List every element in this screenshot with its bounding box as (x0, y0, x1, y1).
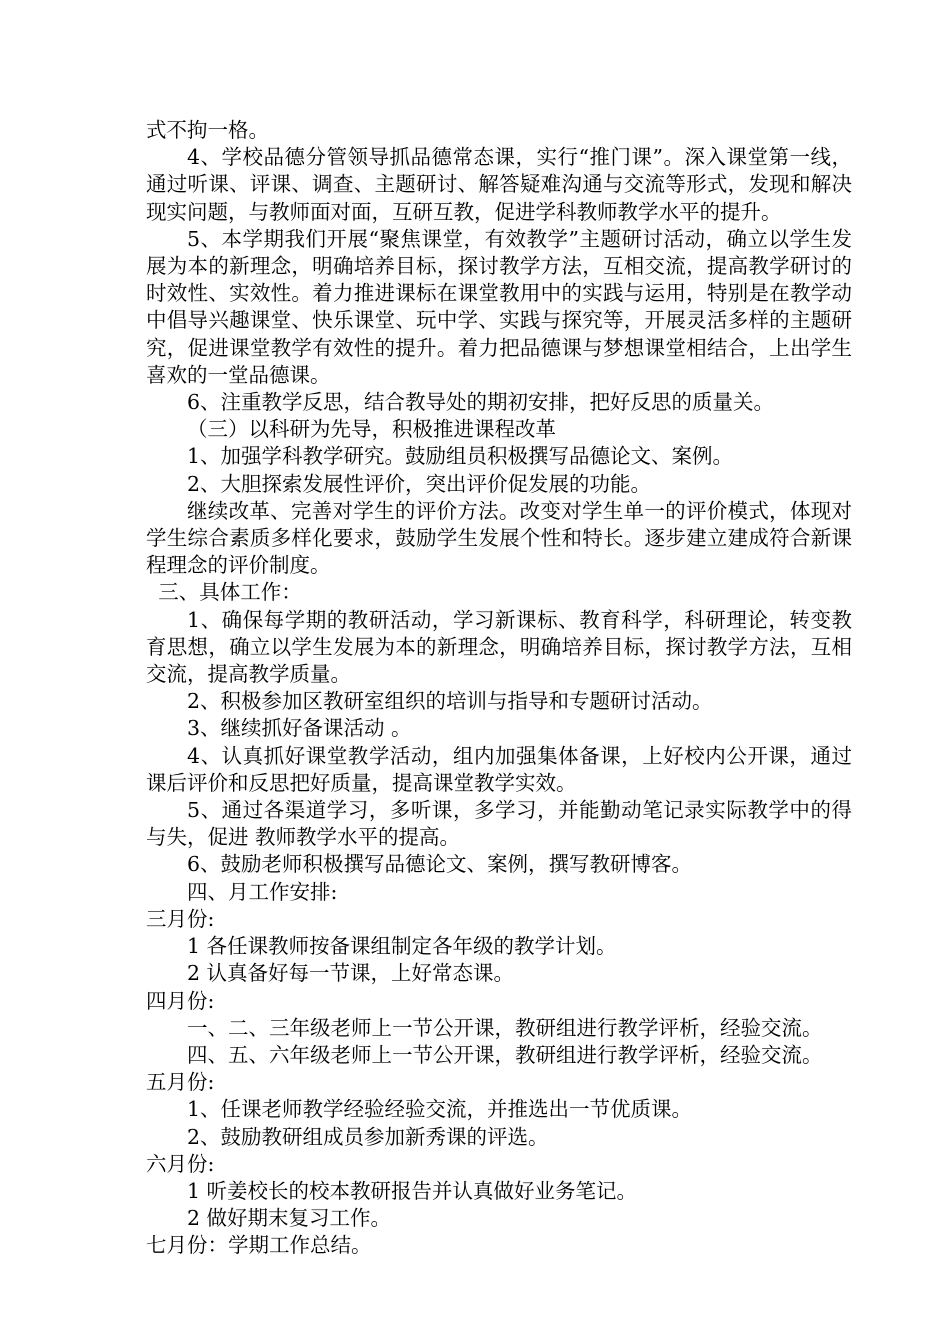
paragraph: 5、本学期我们开展“聚焦课堂，有效教学”主题研讨活动，确立以学生发展为本的新理念，明确培养目标，探讨教学方法，互相交流，提高教学研讨的时效性、实效性。着力推进课标在课堂教用中的实践与运用，特别是在教学动中倡导兴趣课堂、快乐课堂、玩中学、实践与探究等，开展灵活多样的主题研究，促进课堂教学有效性的提升。着力把品德课与梦想课堂相结合，上出学生喜欢的一堂品德课。 (146, 226, 852, 387)
paragraph: 1、加强学科教学研究。鼓励组员积极撰写品德论文、案例。 (187, 444, 734, 469)
section-heading: 三、具体工作： (158, 580, 302, 605)
month-heading: 四月份: (146, 988, 215, 1013)
paragraph: 2 认真备好每一节课，上好常态课。 (187, 961, 515, 986)
paragraph: 4、认真抓好课堂教学活动，组内加强集体备课，上好校内公开课，通过课后评价和反思把好质量，提高课堂教学实效。 (146, 743, 852, 795)
paragraph: 6、鼓励老师积极撰写品德论文、案例，撰写教研博客。 (187, 852, 693, 877)
month-heading: 三月份: (146, 906, 215, 931)
paragraph: 1、确保每学期的教研活动，学习新课标、教育科学，科研理论，转变教育思想，确立以学生发展为本的新理念，明确培养目标，探讨教学方法，互相交流，提高教学质量。 (146, 607, 852, 687)
paragraph: 1 各任课教师按备课组制定各年级的教学计划。 (187, 934, 617, 959)
paragraph: 1、任课老师教学经验经验交流，并推选出一节优质课。 (187, 1097, 693, 1122)
paragraph: 2、大胆探索发展性评价，突出评价促发展的功能。 (187, 471, 652, 496)
paragraph: 一、二、三年级老师上一节公开课，教研组进行教学评析，经验交流。 (187, 1015, 823, 1040)
document-body (146, 117, 852, 1260)
paragraph: 2、积极参加区教研室组织的培训与指导和专题研讨活动。 (187, 689, 713, 714)
paragraph: 2 做好期末复习工作。 (187, 1206, 392, 1231)
section-heading: 四、月工作安排: (187, 879, 338, 904)
month-heading: 七月份：学期工作总结。 (146, 1233, 372, 1258)
paragraph: 5、通过各渠道学习，多听课，多学习，并能勤动笔记录实际教学中的得与失，促进 教师教学水平的提高。 (146, 798, 852, 850)
paragraph: 四、五、六年级老师上一节公开课，教研组进行教学评析，经验交流。 (187, 1042, 823, 1067)
section-heading: （三）以科研为先导，积极推进课程改革 (187, 417, 556, 442)
month-heading: 六月份: (146, 1151, 215, 1176)
paragraph: 继续改革、完善对学生的评价方法。改变对学生单一的评价模式，体现对学生综合素质多样化要求，鼓励学生发展个性和特长。逐步建立建成符合新课程理念的评价制度。 (146, 498, 852, 578)
paragraph: 式不拘一格。 (146, 118, 269, 142)
paragraph: 1 听姜校长的校本教研报告并认真做好业务笔记。 (187, 1178, 638, 1203)
paragraph: 4、学校品德分管领导抓品德常态课，实行“推门课”。深入课堂第一线，通过听课、评课、调查、主题研讨、解答疑难沟通与交流等形式，发现和解决现实问题，与教师面对面，互研互教，促进学科教师教学水平的提升。 (146, 145, 852, 224)
paragraph: 6、注重教学反思，结合教导处的期初安排，把好反思的质量关。 (187, 390, 775, 415)
paragraph: 3、继续抓好备课活动 。 (187, 716, 412, 741)
month-heading: 五月份: (146, 1070, 215, 1095)
paragraph: 2、鼓励教研组成员参加新秀课的评选。 (187, 1124, 549, 1149)
